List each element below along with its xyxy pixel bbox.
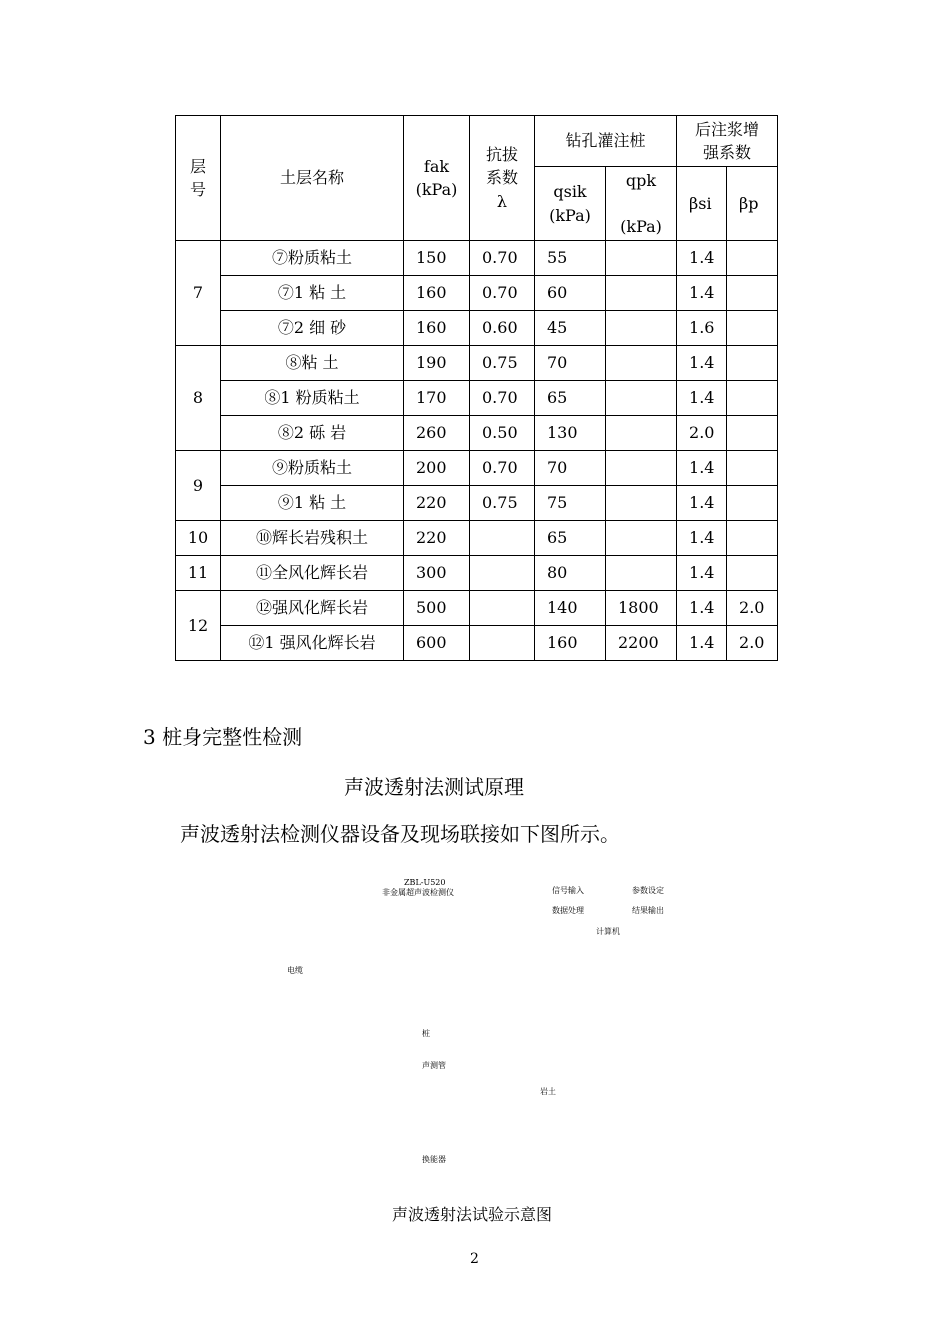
header-lambda: 抗拔 系数 λ [470,116,535,241]
soil-name-cell: ⑫强风化辉长岩 [221,591,404,626]
soil-name-cell: ⑦粉质粘土 [221,241,404,276]
soil-name-cell: ⑨粉质粘土 [221,451,404,486]
transducer-label: 换能器 [422,1155,446,1164]
table-row [176,276,778,311]
lambda-cell: 0.70 [470,241,535,276]
qpk-cell [606,311,677,346]
table-row [176,556,778,591]
layer-number-cell: 7 [176,241,221,346]
header-qpk: qpk (kPa) [606,167,677,241]
qpk-cell [606,451,677,486]
fak-cell: 500 [404,591,470,626]
layer-number-cell: 9 [176,451,221,521]
sound-tube-label: 声测管 [422,1061,446,1070]
bsi-cell: 1.4 [677,381,727,416]
header-soil-name: 土层名称 [221,116,404,241]
qsik-cell: 80 [535,556,606,591]
lambda-cell: 0.70 [470,276,535,311]
fak-cell: 300 [404,556,470,591]
table-row [176,626,778,661]
soil-name-cell: ⑧1 粉质粘土 [221,381,404,416]
qsik-cell: 70 [535,346,606,381]
layer-number-cell: 11 [176,556,221,591]
fak-cell: 260 [404,416,470,451]
bsi-cell: 1.4 [677,626,727,661]
bsi-cell: 1.4 [677,451,727,486]
bp-cell [727,346,778,381]
lambda-cell: 0.60 [470,311,535,346]
pile-label: 桩 [422,1029,430,1038]
soil-name-cell: ⑧2 砾 岩 [221,416,404,451]
fak-cell: 600 [404,626,470,661]
param-setting-label: 参数设定 [632,886,664,895]
qpk-cell [606,416,677,451]
qsik-cell: 65 [535,381,606,416]
header-bp: βp [727,167,778,241]
layer-number-cell: 10 [176,521,221,556]
signal-input-label: 信号输入 [552,886,584,895]
qsik-cell: 140 [535,591,606,626]
table-row [176,311,778,346]
bsi-cell: 1.4 [677,486,727,521]
table-row [176,346,778,381]
bp-cell [727,381,778,416]
qsik-cell: 60 [535,276,606,311]
lambda-cell: 0.75 [470,486,535,521]
soil-name-cell: ⑧粘 土 [221,346,404,381]
lambda-cell [470,626,535,661]
header-bsi: βsi [677,167,727,241]
fak-cell: 170 [404,381,470,416]
bp-cell [727,276,778,311]
bsi-cell: 1.6 [677,311,727,346]
fak-cell: 220 [404,521,470,556]
soil-name-cell: ⑪全风化辉长岩 [221,556,404,591]
computer-label: 计算机 [596,927,620,936]
data-processing-label: 数据处理 [552,906,584,915]
fak-cell: 160 [404,276,470,311]
qpk-cell [606,346,677,381]
bp-cell [727,416,778,451]
bsi-cell: 1.4 [677,276,727,311]
fak-cell: 150 [404,241,470,276]
header-layer-no: 层 号 [176,116,221,241]
layer-number-cell: 12 [176,591,221,661]
rock-soil-label: 岩土 [540,1087,556,1096]
paragraph: 声波透射法检测仪器设备及现场联接如下图所示。 [180,822,620,846]
fak-cell: 200 [404,451,470,486]
bsi-cell: 1.4 [677,521,727,556]
qsik-cell: 160 [535,626,606,661]
fak-cell: 160 [404,311,470,346]
sub-heading: 声波透射法测试原理 [344,775,524,799]
table-row [176,416,778,451]
qsik-cell: 75 [535,486,606,521]
layer-number-cell: 8 [176,346,221,451]
lambda-cell [470,591,535,626]
qpk-cell [606,381,677,416]
fak-cell: 190 [404,346,470,381]
qsik-cell: 70 [535,451,606,486]
result-output-label: 结果输出 [632,906,664,915]
figure-caption: 声波透射法试验示意图 [392,1205,553,1224]
header-bored-pile: 钻孔灌注桩 [535,116,677,167]
bp-cell: 2.0 [727,626,778,661]
header-fak: fak (kPa) [404,116,470,241]
qpk-cell [606,486,677,521]
bp-cell [727,311,778,346]
qpk-cell: 1800 [606,591,677,626]
lambda-cell: 0.50 [470,416,535,451]
bp-cell [727,556,778,591]
instrument-model-label: ZBL-U520 [404,878,446,887]
fak-cell: 220 [404,486,470,521]
bsi-cell: 1.4 [677,346,727,381]
bsi-cell: 2.0 [677,416,727,451]
bp-cell [727,241,778,276]
header-grouting-coeff: 后注浆增 强系数 [677,116,778,167]
bsi-cell: 1.4 [677,556,727,591]
cable-label: 电缆 [287,966,303,975]
bp-cell [727,486,778,521]
table-row [176,591,778,626]
bp-cell [727,451,778,486]
table-row [176,521,778,556]
soil-name-cell: ⑦1 粘 土 [221,276,404,311]
table-row [176,241,778,276]
qpk-cell [606,521,677,556]
header-qsik: qsik (kPa) [535,167,606,241]
qpk-cell [606,241,677,276]
lambda-cell [470,521,535,556]
soil-name-cell: ⑫1 强风化辉长岩 [221,626,404,661]
soil-name-cell: ⑩辉长岩残积土 [221,521,404,556]
page-number: 2 [470,1251,479,1267]
lambda-cell: 0.75 [470,346,535,381]
lambda-cell: 0.70 [470,381,535,416]
soil-parameter-table [175,115,778,661]
bp-cell [727,521,778,556]
qpk-cell: 2200 [606,626,677,661]
bsi-cell: 1.4 [677,241,727,276]
qsik-cell: 130 [535,416,606,451]
table-row [176,381,778,416]
qpk-cell [606,556,677,591]
instrument-name-label: 非金属超声波检测仪 [382,888,454,897]
section-heading: 3 桩身完整性检测 [143,725,303,749]
qsik-cell: 45 [535,311,606,346]
soil-name-cell: ⑦2 细 砂 [221,311,404,346]
table-row [176,486,778,521]
lambda-cell [470,556,535,591]
qsik-cell: 55 [535,241,606,276]
qsik-cell: 65 [535,521,606,556]
bp-cell: 2.0 [727,591,778,626]
table-row [176,451,778,486]
qpk-cell [606,276,677,311]
lambda-cell: 0.70 [470,451,535,486]
bsi-cell: 1.4 [677,591,727,626]
soil-name-cell: ⑨1 粘 土 [221,486,404,521]
